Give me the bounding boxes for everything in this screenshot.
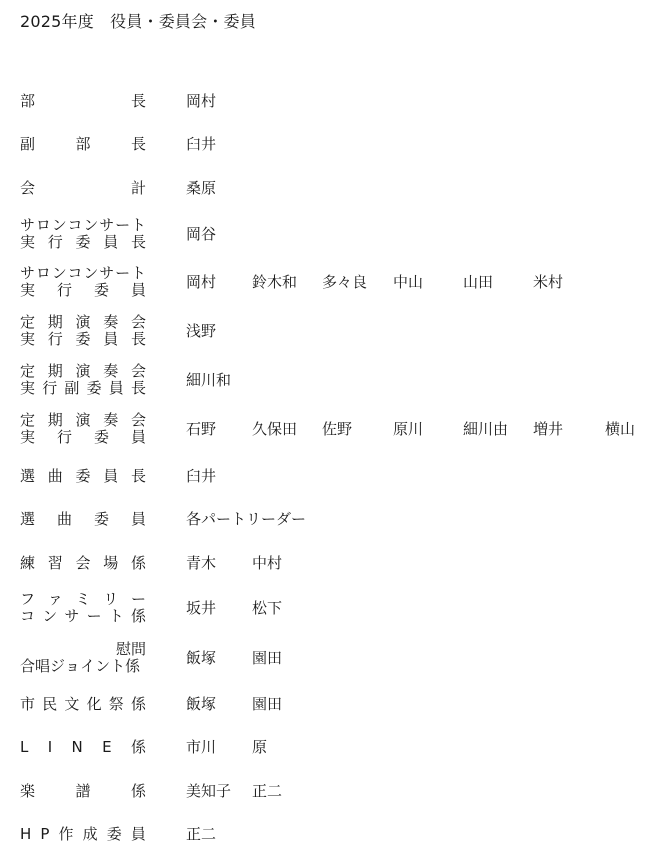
member-name: 坂井	[186, 599, 217, 617]
member-name: 松下	[252, 599, 283, 617]
role-label-line: 実 行 委 員	[20, 281, 146, 299]
member-name: 多々良	[322, 273, 368, 291]
role-label	[20, 264, 146, 300]
role-label-line: 副 部 長	[20, 134, 146, 153]
role-label-line: コ ン サ ー ト 係	[20, 607, 146, 625]
member-name: 園田	[252, 695, 283, 713]
roster-row	[0, 501, 651, 537]
role-label-line: 実 行 委 員 長	[20, 233, 146, 251]
role-label	[20, 216, 146, 252]
member-name: 増井	[533, 420, 564, 438]
role-label-line: サ ロ ン コ ン サ ー ト	[20, 264, 146, 282]
role-label-line: 実 行 委 員	[20, 428, 146, 446]
member-name: 岡村	[186, 92, 217, 110]
role-label	[20, 773, 146, 809]
role-label-line: 慰 問	[115, 640, 146, 658]
member-name: 細川由	[463, 420, 509, 438]
member-name: 青木	[186, 554, 217, 572]
role-label	[20, 729, 146, 765]
role-label	[20, 816, 146, 852]
role-label	[20, 362, 146, 398]
role-label-line: 実 行 副 委 員 長	[20, 379, 146, 397]
member-name: 浅野	[186, 322, 217, 340]
role-label	[20, 170, 146, 206]
role-label	[20, 590, 146, 626]
roster-row	[0, 773, 651, 809]
role-label	[20, 640, 146, 676]
roster-row	[0, 686, 651, 722]
member-name: 臼井	[186, 135, 217, 153]
roster-row	[0, 729, 651, 765]
roster-row	[0, 264, 651, 300]
member-name: 飯塚	[186, 695, 217, 713]
role-label-line: 会 計	[20, 178, 146, 197]
member-name: 細川和	[186, 371, 232, 389]
member-name: 各パートリーダー	[186, 510, 307, 528]
role-label-line: 練 習 会 場 係	[20, 553, 146, 572]
member-name: 市川	[186, 738, 217, 756]
role-label-line: 選 曲 委 員 長	[20, 466, 146, 485]
role-label	[20, 545, 146, 581]
member-name: 山田	[463, 273, 494, 291]
role-label	[20, 126, 146, 162]
member-name: 臼井	[186, 467, 217, 485]
member-name: 原	[252, 738, 268, 756]
roster-row	[0, 313, 651, 349]
member-name: 岡谷	[186, 225, 217, 243]
member-name: 美知子	[186, 782, 232, 800]
member-name: 正二	[186, 825, 217, 843]
roster-row	[0, 458, 651, 494]
role-label	[20, 83, 146, 119]
member-name: 正二	[252, 782, 283, 800]
role-label	[20, 501, 146, 537]
page-title: 2025年度 役員・委員会・委員	[20, 12, 256, 31]
role-label-line: H P 作 成 委 員	[20, 824, 146, 843]
roster-row	[0, 545, 651, 581]
role-label	[20, 411, 146, 447]
member-name: 飯塚	[186, 649, 217, 667]
member-name: 佐野	[322, 420, 353, 438]
role-label-line: 定 期 演 奏 会	[20, 411, 146, 429]
role-label-line: 部 長	[20, 91, 146, 110]
role-label-line: 選 曲 委 員	[20, 509, 146, 528]
role-label	[20, 313, 146, 349]
member-name: 久保田	[252, 420, 298, 438]
roster-row	[0, 170, 651, 206]
roster-row	[0, 362, 651, 398]
member-name: 原川	[393, 420, 424, 438]
roster-row	[0, 640, 651, 676]
member-name: 横山	[605, 420, 636, 438]
role-label-line: 定 期 演 奏 会	[20, 362, 146, 380]
role-label-line: 定 期 演 奏 会	[20, 313, 146, 331]
role-label-line: 市 民 文 化 祭 係	[20, 694, 146, 713]
role-label-line: 楽 譜 係	[20, 781, 146, 800]
member-name: 鈴木和	[252, 273, 298, 291]
member-name: 岡村	[186, 273, 217, 291]
roster-row	[0, 816, 651, 852]
member-name: 桑原	[186, 179, 217, 197]
roster-row	[0, 411, 651, 447]
member-name: 園田	[252, 649, 283, 667]
roster-row	[0, 216, 651, 252]
role-label	[20, 686, 146, 722]
role-label-line: L I N E 係	[20, 737, 146, 756]
role-label-line: フ ァ ミ リ ー	[20, 590, 146, 608]
member-name: 米村	[533, 273, 564, 291]
role-label-line: 合 唱 ジ ョ イ ン ト 係	[20, 657, 141, 675]
role-label	[20, 458, 146, 494]
role-label-line: サ ロ ン コ ン サ ー ト	[20, 216, 146, 234]
roster-row	[0, 590, 651, 626]
role-label-line: 実 行 委 員 長	[20, 330, 146, 348]
roster-row	[0, 83, 651, 119]
member-name: 石野	[186, 420, 217, 438]
roster-row	[0, 126, 651, 162]
member-name: 中山	[393, 273, 424, 291]
member-name: 中村	[252, 554, 283, 572]
